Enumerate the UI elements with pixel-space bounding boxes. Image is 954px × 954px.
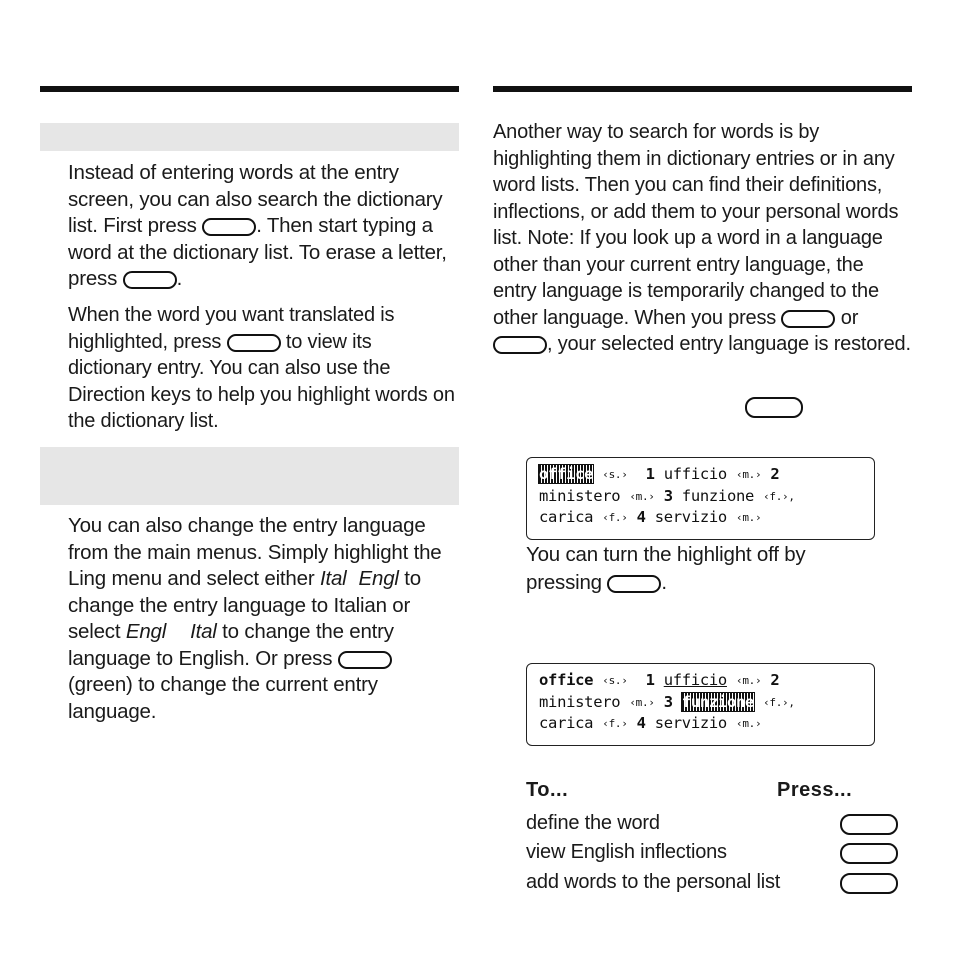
- table-row: add words to the personal list: [526, 869, 898, 895]
- entry-language-paragraph: You can also change the entry language from the main menus. Simply highlight the Ling menu and select either Ital Engl to change the entry language to Italian or select Engl Ital to change the entry language to English. Or press (green) to change the current entry language.: [68, 514, 442, 723]
- key-icon: [840, 843, 898, 864]
- highlight-word-paragraph: When the word you want translated is highlighted, press to view its dictionary entry. You can also use the Direction keys to help you highlight words on the dictionary list.: [68, 304, 455, 432]
- lcd-screen-funzione-highlighted: office ‹s.› 1 ufficio ‹m.› 2 ministero ‹m.› 3 funzione ‹f.›, carica ‹f.› 4 servizio ‹m.›: [526, 663, 875, 746]
- highlighted-word: funzione: [681, 692, 755, 711]
- table-row: view English inflections: [526, 839, 898, 865]
- section-band-2: [40, 447, 459, 505]
- key-icon: [227, 334, 281, 352]
- table-row: define the word: [526, 810, 898, 836]
- key-icon: [840, 814, 898, 835]
- right-header-rule: [493, 86, 912, 92]
- highlighted-word: office: [539, 465, 594, 483]
- dictionary-list-paragraph: Instead of entering words at the entry screen, you can also search the dictionary list. First press . Then start typing a word at the dictionary list. To erase a letter, press .: [68, 161, 447, 290]
- key-icon: [338, 651, 392, 669]
- table-header-press: Press...: [777, 779, 853, 801]
- highlight-search-paragraph: Another way to search for words is by highlighting them in dictionary entries or in any word lists. Then you can find their definitions, inflections, or add them to your personal words list. Note: If you look up a word in a language other than your current entry language, the entry language is temporarily changed to the other language. When you press or , your selected entry language is restored.: [493, 121, 911, 355]
- highlight-off-paragraph: You can turn the highlight off by pressing .: [526, 543, 806, 594]
- left-header-rule: [40, 86, 459, 92]
- section-band-1: [40, 123, 459, 151]
- key-icon: [607, 575, 661, 593]
- key-icon: [202, 218, 256, 236]
- table-header-to: To...: [526, 779, 569, 801]
- key-icon: [781, 310, 835, 328]
- key-icon: [840, 873, 898, 894]
- key-icon: [123, 271, 177, 289]
- lcd-screen-office-highlighted: office ‹s.› 1 ufficio ‹m.› 2 ministero ‹m.› 3 funzione ‹f.›, carica ‹f.› 4 servizio ‹m.›: [526, 457, 875, 540]
- key-icon: [745, 397, 803, 418]
- key-icon: [493, 336, 547, 354]
